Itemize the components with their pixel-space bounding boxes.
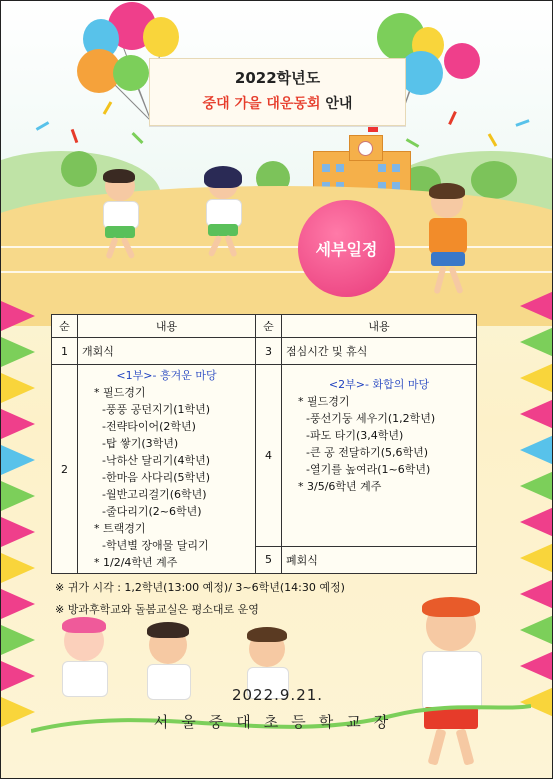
content-cell: 개회식 (78, 338, 256, 365)
list-item: -전략타이어(2학년) (102, 420, 196, 433)
content-cell: 폐회식 (282, 546, 477, 573)
list-item: -학년별 장애물 달리기 (102, 539, 209, 552)
list-item: -줄다리기(2~6학년) (102, 505, 202, 518)
list-item: * 트랙경기 (94, 522, 146, 535)
table-header-row (52, 315, 477, 338)
part2-list (286, 393, 472, 495)
list-item: -열기를 높여라(1~6학년) (306, 463, 431, 476)
header-cell: 내용 (282, 315, 477, 338)
part1-cell (78, 365, 256, 574)
order-cell: 5 (256, 546, 282, 573)
part1-list (82, 384, 251, 571)
list-item: -풍선기둥 세우기(1,2학년) (306, 412, 436, 425)
after-school-note: ※ 방과후학교와 돌봄교실은 평소대로 운영 (55, 603, 259, 616)
school-principal: 서울중대초등학교장 (153, 713, 402, 731)
clock-icon (358, 141, 373, 156)
title-year: 2022학년도 (234, 69, 321, 87)
part2-cell (282, 365, 477, 547)
order-cell: 3 (256, 338, 282, 365)
pennant-decoration-left (1, 301, 39, 731)
content-cell: 점심시간 및 휴식 (282, 338, 477, 365)
running-child-illustration (91, 171, 151, 261)
list-item: -낙하산 달리기(4학년) (102, 454, 211, 467)
order-cell: 2 (52, 365, 78, 574)
title-banner (149, 58, 406, 126)
header-cell: 내용 (78, 315, 256, 338)
header-cell: 순 (52, 315, 78, 338)
order-cell: 4 (256, 365, 282, 547)
running-child-illustration (196, 169, 256, 259)
list-item: -파도 타기(3,4학년) (306, 429, 404, 442)
list-item: -풍풍 공던지기(1학년) (102, 403, 211, 416)
order-cell: 1 (52, 338, 78, 365)
part2-title: <2부>- 화합의 마당 (328, 378, 430, 391)
table-row (52, 365, 477, 547)
table-row (52, 338, 477, 365)
part1-title: <1부>- 흥겨운 마당 (116, 369, 217, 382)
list-item: * 1/2/4학년 계주 (94, 556, 178, 569)
list-item: -월반고리걸기(6학년) (102, 488, 207, 501)
list-item: -탑 쌓기(3학년) (102, 437, 179, 450)
title-suffix: 안내 (325, 96, 353, 112)
schedule-table (51, 314, 477, 574)
title-highlight: 대운동회 (266, 96, 321, 112)
list-item: * 필드경기 (298, 395, 350, 408)
list-item: * 필드경기 (94, 386, 146, 399)
list-item: -한마음 사다리(5학년) (102, 471, 211, 484)
title-main (150, 93, 405, 113)
header-cell: 순 (256, 315, 282, 338)
list-item: * 3/5/6학년 계주 (298, 480, 382, 493)
list-item: -큰 공 전달하기(5,6학년) (306, 446, 429, 459)
title-highlight: 중대 가을 (202, 96, 262, 112)
return-time-note: ※ 귀가 시각 : 1,2학년(13:00 예정)/ 3~6학년(14:30 예정) (55, 581, 345, 594)
schedule-badge (298, 200, 395, 297)
notice-date: 2022.9.21. (231, 686, 324, 704)
schedule-badge-label: 세부일정 (315, 240, 378, 259)
running-child-illustration (421, 186, 481, 301)
pennant-decoration-right (516, 291, 553, 731)
